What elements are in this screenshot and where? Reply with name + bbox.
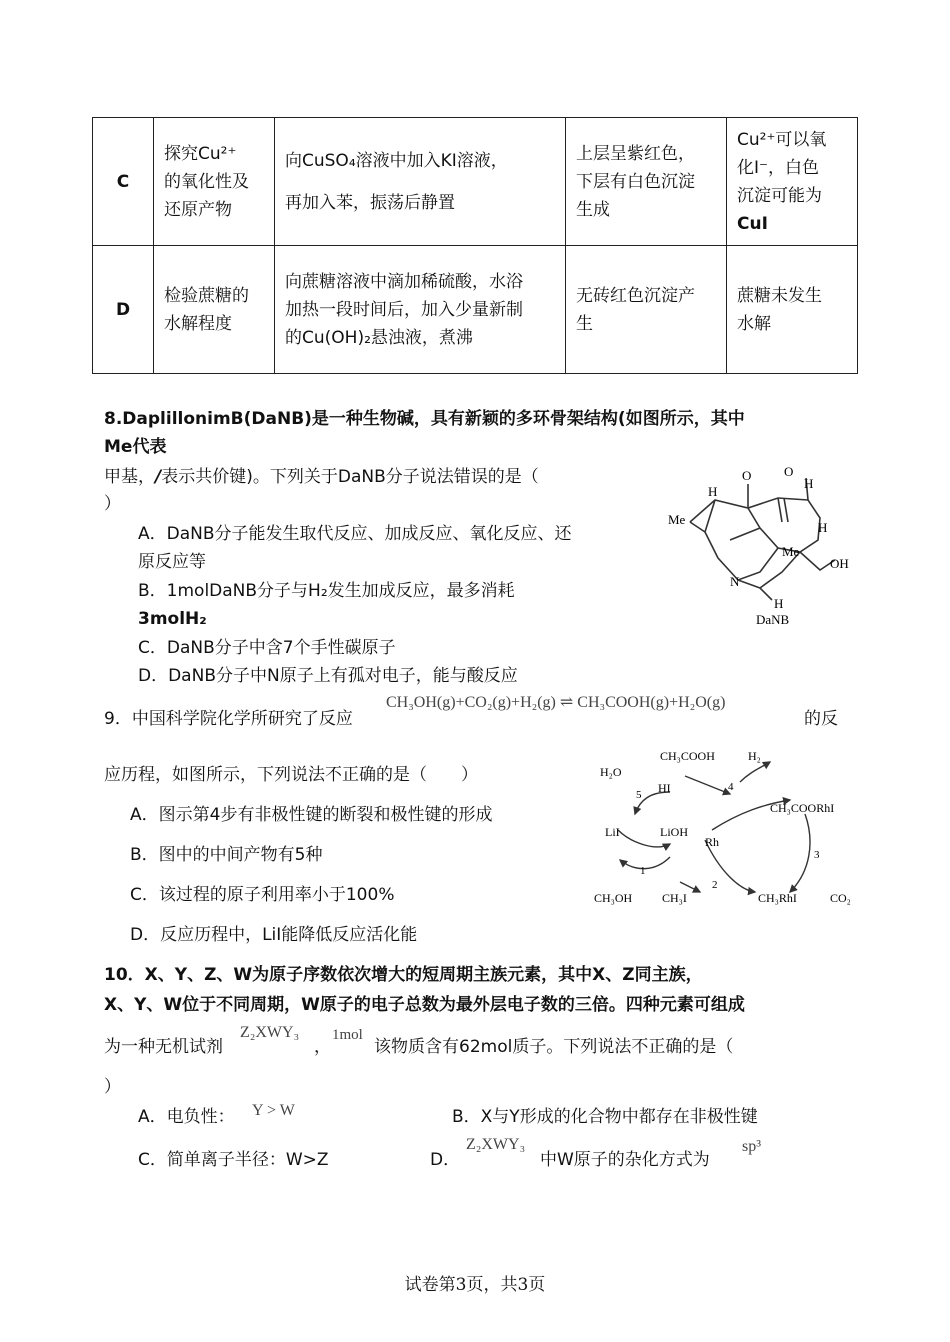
species-label: CH₃COORhI	[770, 801, 835, 815]
atom-label: H	[774, 596, 784, 611]
q10-stem: 该物质含有62mol质子。下列说法不正确的是（	[374, 1037, 734, 1057]
q10-stem: ，	[314, 1037, 331, 1057]
table-row	[93, 118, 858, 246]
q9-option-d: D．反应历程中，LiI能降低反应活化能	[130, 925, 418, 945]
species-label: HI	[658, 781, 671, 795]
species-label: Rh	[705, 835, 720, 849]
page-footer: 试卷第3页，共3页	[404, 1275, 546, 1295]
q8-option-a: 原反应等	[138, 552, 206, 572]
species-label: CH₃OH	[594, 891, 633, 905]
q8-option-c: C．DaNB分子中含7个手性碳原子	[138, 638, 396, 658]
step-number: 4	[728, 781, 734, 793]
q10-option-a-value: Y > W	[252, 1102, 295, 1119]
q9-equation: CH₃OH(g)+CO₂(g)+H₂(g) ⇌ CH₃COOH(g)+H₂O(g)	[386, 694, 726, 711]
q8-stem: Me代表	[104, 437, 167, 457]
figure-caption: DaNB	[756, 612, 790, 627]
atom-label: O	[742, 468, 752, 483]
q8-stem: 8.DaplillonimB(DaNB)是一种生物碱，具有新颖的多环骨架结构(如图所示，其中	[104, 409, 745, 429]
q10-option-a: A．电负性：	[138, 1107, 235, 1127]
option-cell: C	[93, 118, 154, 246]
q9-stem: 的反	[804, 709, 838, 729]
q8-option-b: B．1molDaNB分子与H₂发生加成反应，最多消耗	[138, 581, 515, 601]
atom-label: H	[818, 520, 828, 535]
purpose-cell: 探究Cu²⁺ 的氧化性及 还原产物	[154, 118, 275, 246]
reaction-mechanism-figure	[590, 742, 860, 912]
q10-stem: 10．X、Y、Z、W为原子序数依次增大的短周期主族元素，其中X、Z同主族，	[104, 965, 703, 985]
q9-stem: 9．中国科学院化学所研究了反应	[104, 709, 353, 729]
experiment-table	[92, 117, 858, 374]
q8-option-d: D．DaNB分子中N原子上有孤对电子，能与酸反应	[138, 666, 518, 686]
atom-label: H	[804, 476, 814, 491]
operation-cell: 向蔗糖溶液中滴加稀硫酸，水浴 加热一段时间后，加入少量新制 的Cu(OH)₂悬浊液，煮沸	[275, 246, 566, 374]
q10-option-c: C．简单离子半径：W>Z	[138, 1150, 329, 1170]
quantity: 1mol	[332, 1027, 363, 1043]
step-number: 1	[640, 865, 646, 877]
atom-label: OH	[830, 556, 849, 571]
formula: Z₂XWY₃	[240, 1024, 300, 1041]
step-number: 2	[712, 879, 718, 891]
operation-cell: 向CuSO₄溶液中加入KI溶液， 再加入苯，振荡后静置	[275, 118, 566, 246]
q9-option-b: B．图中的中间产物有5种	[130, 845, 323, 865]
atom-label: H	[708, 484, 718, 499]
q8-option-a: A．DaNB分子能发生取代反应、加成反应、氧化反应、还	[138, 524, 572, 544]
q8-option-b: 3molH₂	[138, 609, 207, 629]
phenomenon-cell: 无砖红色沉淀产 生	[566, 246, 727, 374]
q9-stem: 应历程，如图所示，下列说法不正确的是（ ）	[104, 765, 478, 785]
conclusion-cell: 蔗糖未发生 水解	[727, 246, 858, 374]
atom-label: O	[784, 464, 794, 479]
atom-label: Me	[782, 544, 800, 559]
q8-stem: 甲基，/表示共价键)。下列关于DaNB分子说法错误的是（	[104, 467, 539, 487]
phenomenon-cell: 上层呈紫红色， 下层有白色沉淀 生成	[566, 118, 727, 246]
species-label: CH₃COOH	[660, 749, 715, 763]
option-cell: D	[93, 246, 154, 374]
step-number: 5	[636, 789, 642, 801]
q9-option-c: C．该过程的原子利用率小于100%	[130, 885, 395, 905]
q8-stem: ）	[104, 494, 121, 514]
conclusion-cell: Cu²⁺可以氧 化I⁻，白色 沉淀可能为 CuI	[727, 118, 858, 246]
species-label: H₂	[748, 749, 761, 763]
species-label: CH₃I	[662, 891, 687, 905]
q10-stem: ）	[104, 1077, 121, 1097]
q10-option-b: B．X与Y形成的化合物中都存在非极性键	[452, 1107, 758, 1127]
species-label: LiOH	[660, 825, 688, 839]
atom-label: Me	[668, 512, 686, 527]
q10-option-d: 中W原子的杂化方式为	[540, 1150, 710, 1170]
q10-option-d-value: sp³	[742, 1138, 762, 1155]
atom-label: N	[730, 574, 740, 589]
purpose-cell: 检验蔗糖的 水解程度	[154, 246, 275, 374]
formula: Z₂XWY₃	[466, 1136, 526, 1153]
danb-structure-figure	[660, 460, 860, 630]
species-label: CH₃RhI	[758, 891, 797, 905]
step-number: 3	[814, 849, 820, 861]
q9-option-a: A．图示第4步有非极性键的断裂和极性键的形成	[130, 805, 493, 825]
species-label: CO₂	[830, 891, 851, 905]
q10-stem: 为一种无机试剂	[104, 1037, 223, 1057]
species-label: LiI	[605, 825, 620, 839]
species-label: H₂O	[600, 765, 622, 779]
q10-stem: X、Y、W位于不同周期，W原子的电子总数为最外层电子数的三倍。四种元素可组成	[104, 995, 745, 1015]
table-row	[93, 246, 858, 374]
q10-option-d: D．	[430, 1150, 461, 1170]
